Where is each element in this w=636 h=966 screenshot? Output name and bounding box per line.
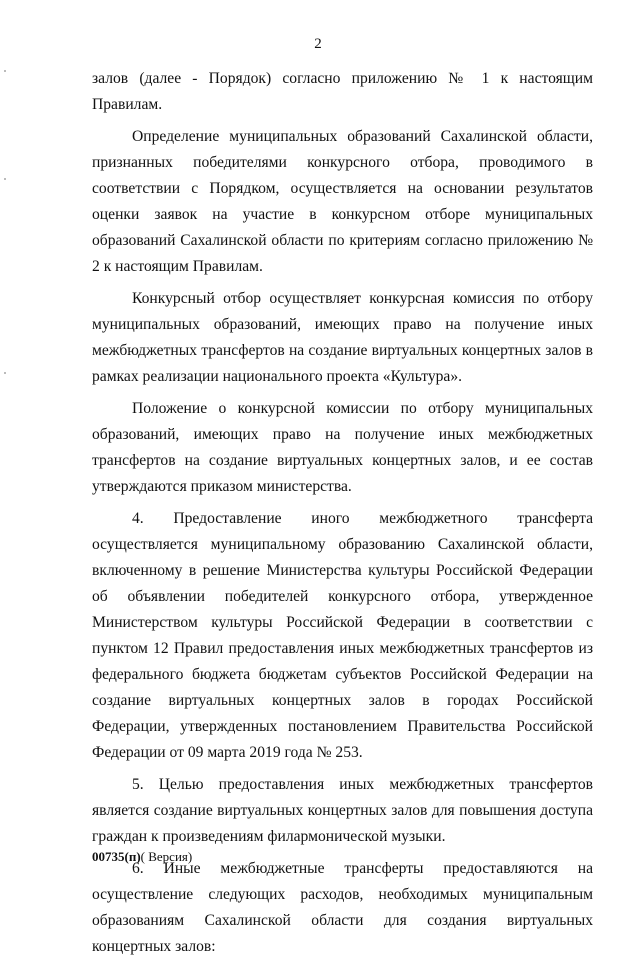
scan-margin-mark — [4, 178, 6, 180]
paragraph-definition: Определение муниципальных образований Сахалинской области, признанных победителями конкурсного отбора, проводимого в соответствии с Порядком, осуществляется на основании результатов оценки заявок на участие в конкурсном отборе муниципальных образований Сахалинской области по критериям согласно приложению № 2 к настоящим Правилам. — [92, 128, 593, 275]
paragraph-continuation: залов (далее - Порядок) согласно приложению № 1 к настоящим Правилам. — [92, 70, 593, 113]
document-code: 00735(п) — [92, 849, 141, 864]
scan-margin-mark — [4, 70, 6, 72]
paragraph-commission: Конкурсный отбор осуществляет конкурсная комиссия по отбору муниципальных образований, имеющих право на получение иных межбюджетных трансфертов на создание виртуальных концертных залов в рамках реализации национального проекта «Культура». — [92, 290, 593, 385]
document-version: ( Версия) — [140, 849, 193, 864]
paragraph-item-6: 6. Иные межбюджетные трансферты предоставляются на осуществление следующих расходов, необходимых муниципальным образованиям Сахалинской области для создания виртуальных концертных залов: — [92, 860, 593, 955]
page-number: 2 — [314, 36, 322, 52]
paragraph-item-4: 4. Предоставление иного межбюджетного трансферта осуществляется муниципальному образованию Сахалинской области, включенному в решение Министерства культуры Российской Федерации об объявлении победителей конкурсного отбора, утвержденное Министерством культуры Российской Федерации в соответствии с пунктом 12 Правил предоставления иных межбюджетных трансфертов из федерального бюджета бюджетам субъектов Российской Федерации на создание виртуальных концертных залов в городах Российской Федерации, утвержденных постановлением Правительства Российской Федерации от 09 марта 2019 года № 253. — [92, 510, 593, 761]
document-body — [92, 66, 593, 966]
document-footer — [92, 849, 192, 865]
paragraph-item-5: 5. Целью предоставления иных межбюджетных трансфертов является создание виртуальных концертных залов для повышения доступа граждан к произведениям филармонической музыки. — [92, 776, 593, 845]
scan-margin-mark — [4, 372, 6, 374]
paragraph-regulation: Положение о конкурсной комиссии по отбору муниципальных образований, имеющих право на получение иных межбюджетных трансфертов на создание виртуальных концертных залов, и ее состав утверждаются приказом министерства. — [92, 400, 593, 495]
